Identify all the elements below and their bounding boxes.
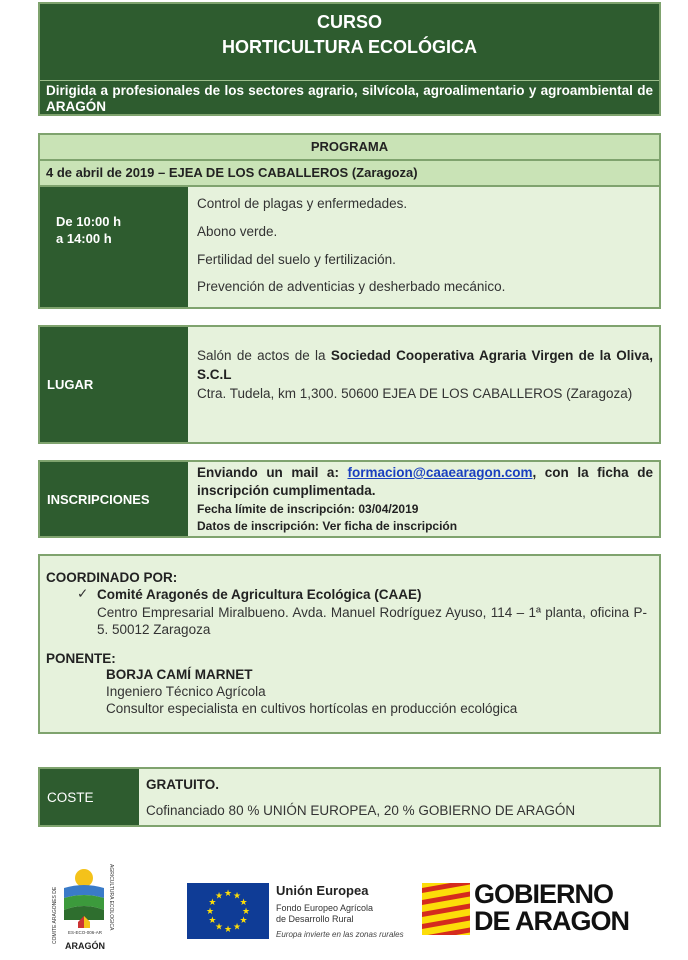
eu-star-icon: ★ [214, 921, 224, 932]
inscripciones-deadline: Fecha límite de inscripción: 03/04/2019 [197, 502, 419, 516]
course-title: HORTICULTURA ECOLÓGICA [222, 37, 477, 57]
coste-details [146, 777, 575, 818]
course-label: CURSO [316, 12, 382, 32]
eu-tagline: Europa invierte en las zonas rurales [276, 930, 404, 939]
eu-star-icon: ★ [223, 888, 233, 898]
programa-section [38, 133, 661, 309]
ponente-label: PONENTE: [46, 651, 116, 666]
eu-star-icon: ★ [232, 890, 242, 901]
programa-time-end: a 14:00 h [56, 231, 112, 246]
eu-star-icon: ★ [208, 897, 217, 907]
eu-star-icon: ★ [223, 924, 233, 934]
eu-star-icon: ★ [205, 906, 215, 916]
course-header [38, 2, 661, 116]
inscripciones-label-cell [40, 462, 188, 536]
caae-region: ARAGÓN [65, 941, 105, 951]
eu-flag-icon [187, 883, 269, 939]
programa-topic-1: Control de plagas y enfermedades. [197, 196, 408, 211]
eu-fund-line2: de Desarrollo Rural [276, 914, 354, 924]
coordinado-section [38, 554, 661, 734]
caae-emblem-icon [64, 866, 104, 928]
coordinado-address: Centro Empresarial Miralbueno. Avda. Manuel Rodríguez Ayuso, 114 – 1ª planta, oficina P-5. 50012 Zaragoza [97, 605, 647, 637]
coordinado-label: COORDINADO POR: [46, 570, 178, 585]
programa-date: 4 de abril de 2019 – EJEA DE LOS CABALLEROS (Zaragoza) [40, 161, 659, 187]
gobierno-line2: DE ARAGON [474, 906, 630, 936]
inscripciones-section [38, 460, 661, 538]
gobierno-line1: GOBIERNO [474, 879, 614, 909]
inscripciones-data: Datos de inscripción: Ver ficha de inscripción [197, 519, 458, 533]
coste-value: GRATUITO. [146, 777, 219, 792]
lugar-prefix: Salón de actos de la [197, 348, 331, 363]
inscripciones-details [197, 464, 653, 533]
caae-vertical-text-right: AGRICULTURA ECOLÓGICA [108, 864, 114, 931]
coste-label: COSTE [47, 790, 94, 805]
coordinado-org: Comité Aragonés de Agricultura Ecológica (CAAE) [97, 587, 422, 602]
course-audience: Dirigida a profesionales de los sectores agrario, silvícola, agroalimentario y agroambiental de ARAGÓN [46, 83, 653, 114]
lugar-venue: Sociedad Cooperativa Agraria Virgen de la Oliva, S.C.L [197, 348, 653, 382]
ponente-title: Ingeniero Técnico Agrícola [106, 684, 266, 699]
coste-label-cell [40, 769, 139, 825]
coste-section [38, 767, 661, 827]
programa-topic-2: Abono verde. [197, 224, 278, 239]
eu-star-icon: ★ [239, 915, 248, 925]
coste-detail: Cofinanciado 80 % UNIÓN EUROPEA, 20 % GOBIERNO DE ARAGÓN [146, 803, 576, 818]
lugar-address: Ctra. Tudela, km 1,300. 50600 EJEA DE LOS CABALLEROS (Zaragoza) [197, 386, 633, 401]
eu-fund-line1: Fondo Europeo Agrícola [276, 903, 374, 913]
inscripciones-email-link[interactable]: formacion@caaearagon.com [347, 465, 533, 480]
check-icon: ✓ [77, 586, 89, 601]
programa-topic-3: Fertilidad del suelo y fertilización. [197, 252, 396, 267]
inscripciones-prefix: Enviando un mail a: [197, 465, 348, 480]
lugar-details [197, 346, 653, 403]
lugar-label-cell [40, 327, 188, 442]
eu-title: Unión Europea [276, 883, 369, 898]
lugar-section [38, 325, 661, 444]
programa-title: PROGRAMA [40, 135, 659, 161]
programa-time-start: De 10:00 h [56, 214, 122, 229]
eu-star-icon: ★ [239, 897, 248, 907]
caae-code: ES-ECO-006-AR [67, 930, 102, 935]
header-divider [40, 80, 659, 81]
aragon-flag-icon [422, 883, 470, 935]
eu-star-icon: ★ [241, 906, 251, 916]
eu-star-icon: ★ [232, 921, 242, 932]
inscripciones-label: INSCRIPCIONES [47, 492, 150, 507]
eu-star-icon: ★ [208, 915, 217, 925]
ponente-description: Consultor especialista en cultivos hortícolas en producción ecológica [106, 701, 518, 716]
ponente-name: BORJA CAMÍ MARNET [106, 667, 253, 682]
programa-topics [188, 187, 659, 307]
programa-topic-4: Prevención de adventicias y desherbado mecánico. [197, 279, 506, 294]
caae-vertical-text-left: COMITÉ ARAGONÉS DE [52, 886, 58, 944]
inscripciones-suffix: , con la ficha de inscripción cumplimentada. [197, 465, 653, 498]
inscripciones-instructions [197, 464, 653, 500]
caae-logo [52, 864, 118, 954]
lugar-label: LUGAR [47, 377, 94, 392]
programa-time-cell [40, 187, 188, 307]
eu-star-icon: ★ [214, 890, 224, 901]
